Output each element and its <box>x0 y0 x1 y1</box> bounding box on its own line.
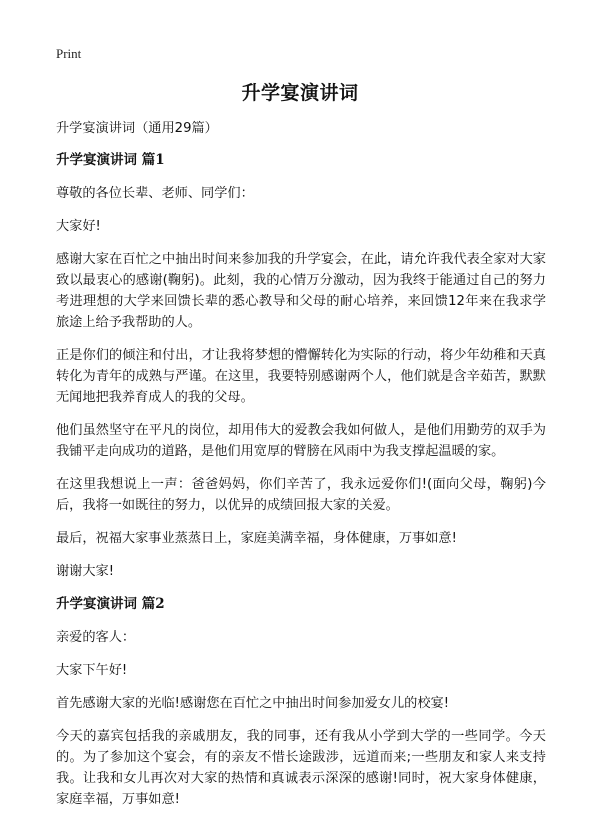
paragraph: 他们虽然坚守在平凡的岗位，却用伟大的爱教会我如何做人，是他们用勤劳的双手为我铺平走向成功的道路，是他们用宽厚的臂膀在风雨中为我支撑起温暖的家。 <box>56 423 546 459</box>
section-heading: 升学宴演讲词 篇2 <box>56 596 165 612</box>
paragraph: 今天的嘉宾包括我的亲戚朋友，我的同事，还有我从小学到大学的一些同学。今天的。为了参加这个宴会，有的亲友不惜长途跋涉，远道而来;一些朋友和家人来支持我。让我和女儿再次对大家的热情和真诚表示深深的感谢!同时，祝大家身体健康，家庭幸福，万事如意! <box>56 729 546 807</box>
paragraph: 正是你们的倾注和付出，才让我将梦想的懵懈转化为实际的行动，将少年幼稚和天真转化为青年的成熟与严谨。在这里，我要特别感谢两个人，他们就是含辛茹苦，默默无闻地把我养育成人的我的父母。 <box>56 348 546 405</box>
paragraph: 亲爱的客人： <box>56 630 136 645</box>
page-title: 升学宴演讲词 <box>241 82 359 104</box>
paragraph: 谢谢大家! <box>56 564 115 579</box>
paragraph: 大家下午好! <box>56 663 128 678</box>
paragraph: 大家好! <box>56 219 101 234</box>
paragraph: 在这里我想说上一声：爸爸妈妈，你们辛苦了，我永远爱你们!(面向父母，鞠躬)今后，我将一如既往的努力，以优异的成绩回报大家的关爱。 <box>56 477 546 513</box>
paragraph: 感谢大家在百忙之中抽出时间来参加我的升学宴会，在此，请允许我代表全家对大家致以最衷心的感谢(鞠躬)。此刻，我的心情万分激动，因为我终于能通过自己的努力考进理想的大学来回馈长辈的悉心教导和父母的耐心培养，来回馈12年来在我求学旅途上给予我帮助的人。 <box>56 252 546 330</box>
paragraph: 首先感谢大家的光临!感谢您在百忙之中抽出时间参加爱女儿的校宴! <box>56 696 450 711</box>
document-subtitle: 升学宴演讲词（通用29篇） <box>56 121 218 136</box>
paragraph: 尊敬的各位长辈、老师、同学们： <box>56 186 254 201</box>
print-link[interactable]: Print <box>56 46 82 61</box>
document-body <box>56 118 546 822</box>
section-heading: 升学宴演讲词 篇1 <box>56 152 165 168</box>
paragraph: 最后，祝福大家事业蒸蒸日上，家庭美满幸福，身体健康，万事如意! <box>56 531 457 546</box>
